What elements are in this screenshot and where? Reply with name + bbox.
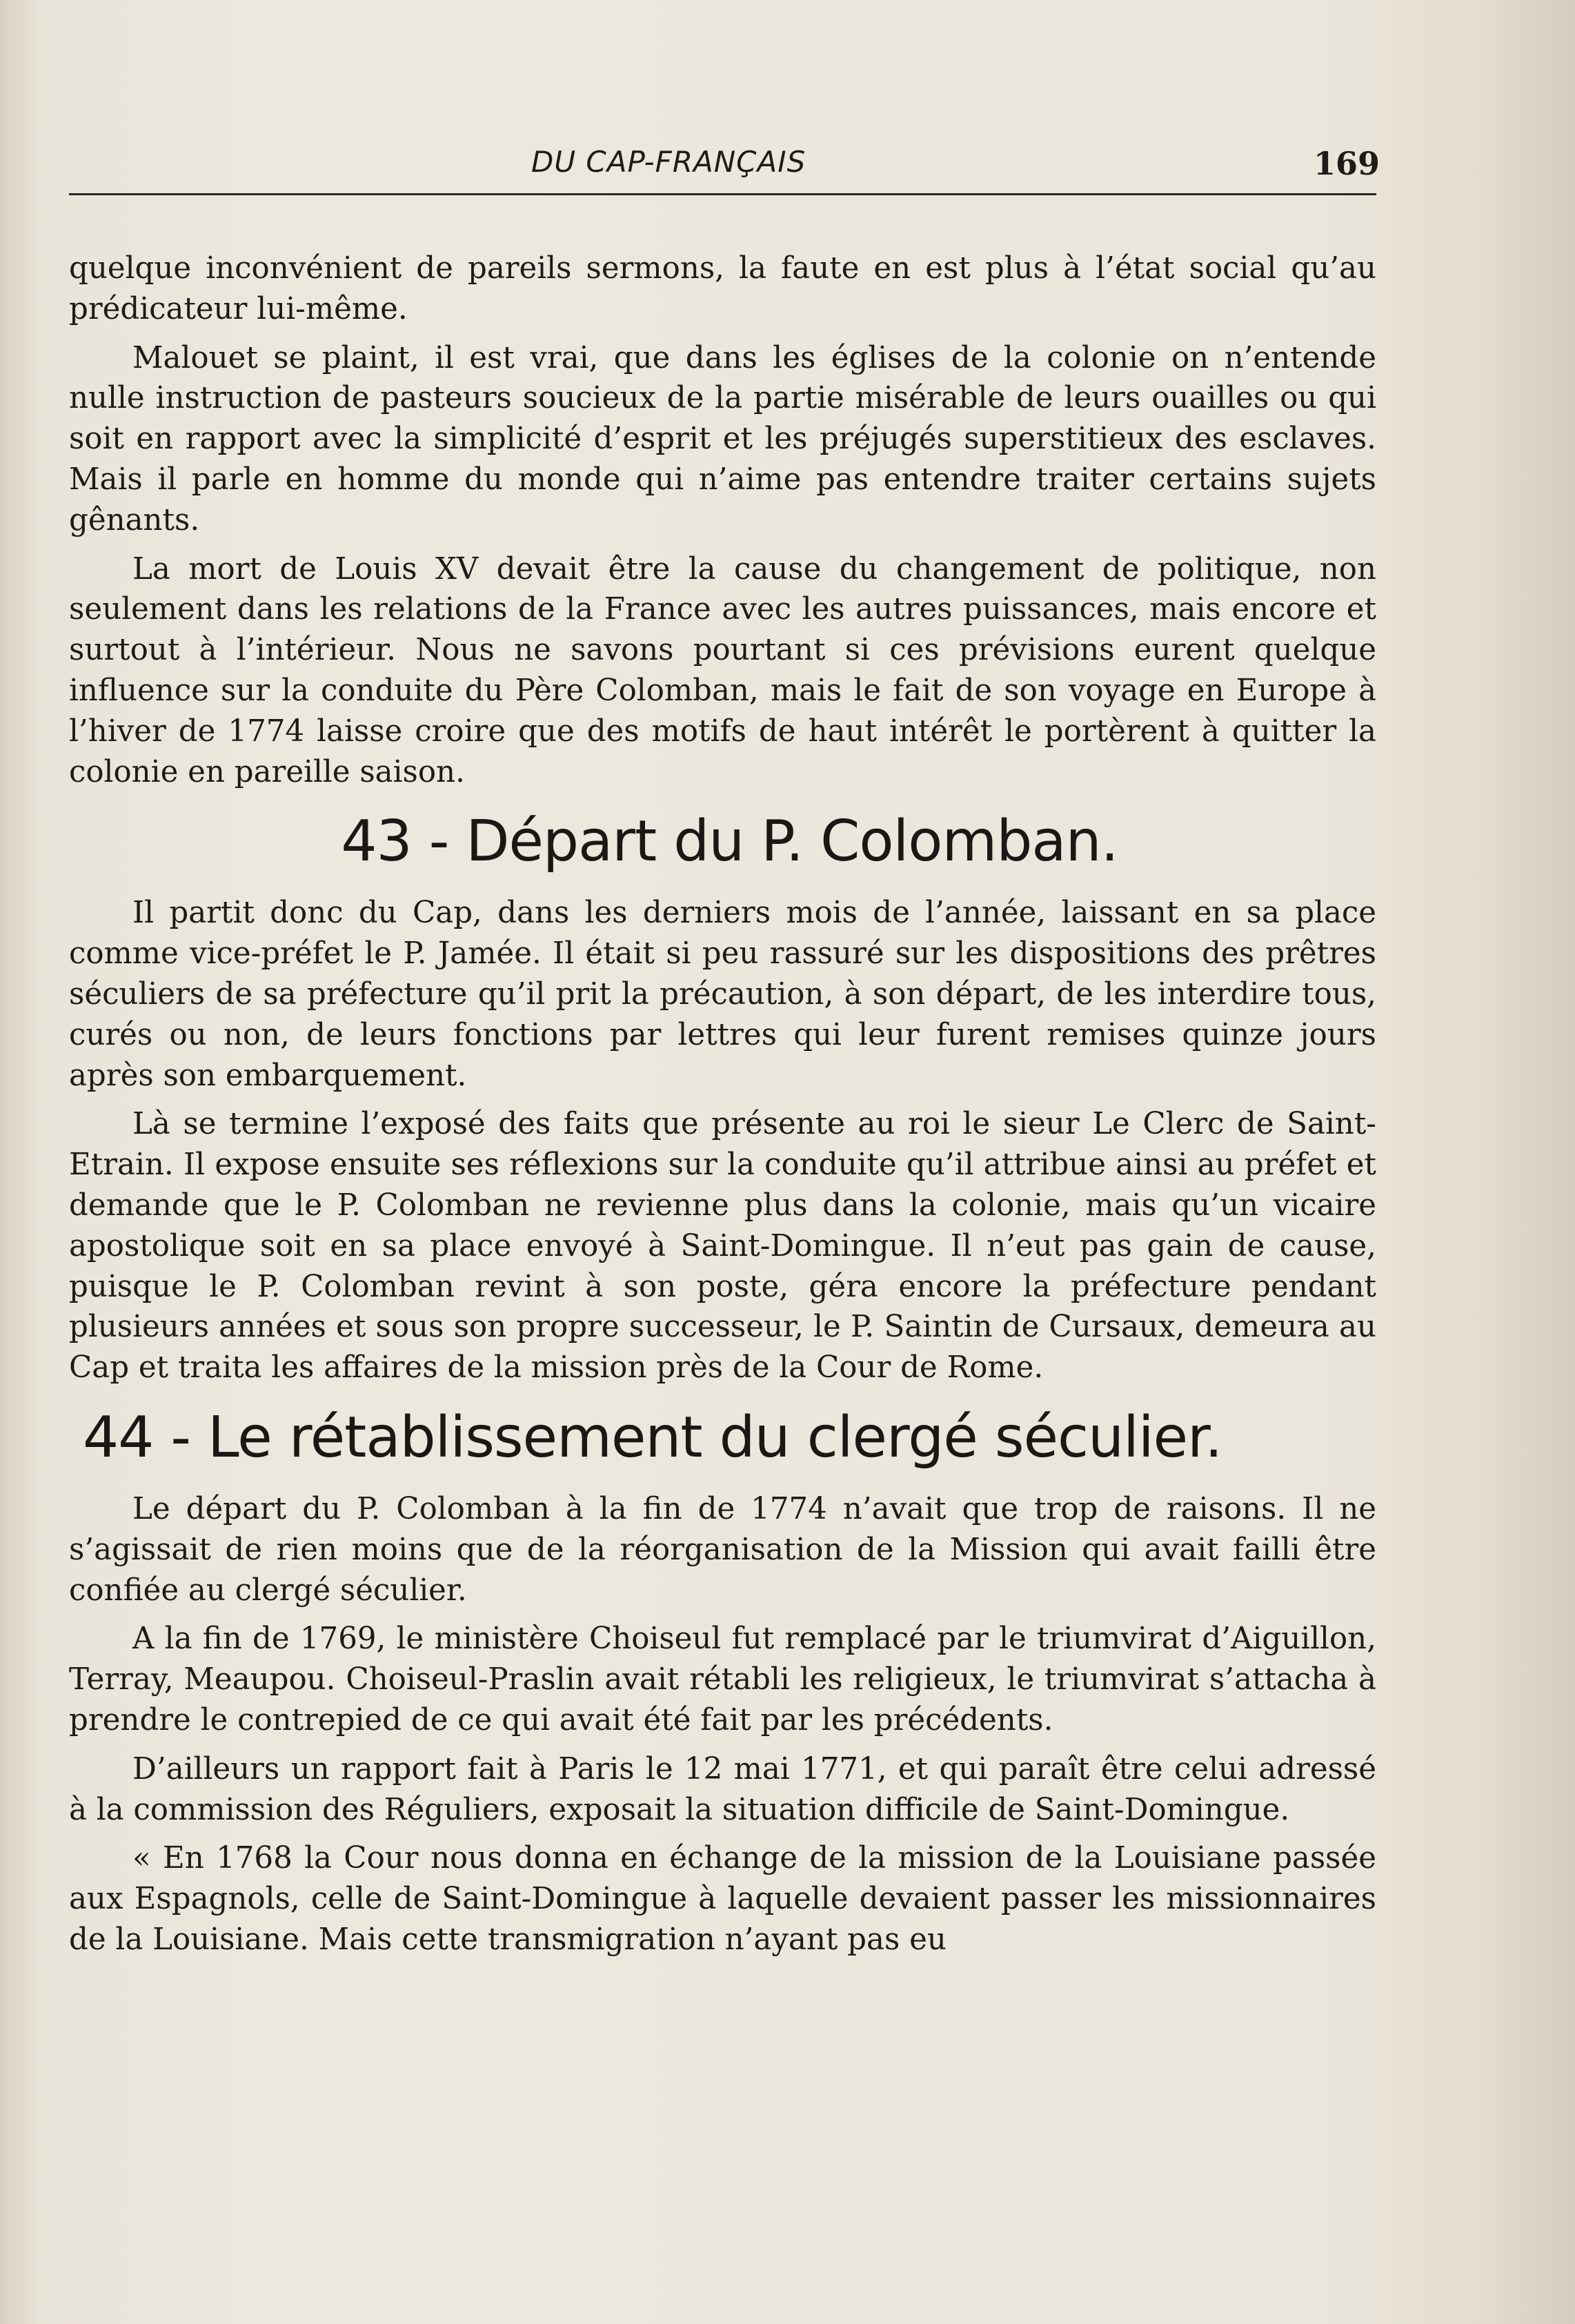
body-text [69, 248, 1376, 1969]
paragraph: Il partit donc du Cap, dans les derniers mois de l’année, laissant en sa place comme vice-préfet le P. Jamée. Il était si peu rassuré sur les dispositions des prêtres séculiers de sa préfecture qu’il prit la précaution, à son départ, de les interdire tous, curés ou non, de leurs fonctions par lettres qui leur furent remises quinze jours après son embarquement. [69, 896, 1376, 1093]
paragraph: quelque inconvénient de pareils sermons, la faute en est plus à l’état social qu’au prédicateur lui-même. [69, 251, 1376, 326]
section-heading-44: 44 - Le rétablissement du clergé séculier. [83, 1404, 1222, 1470]
paragraph: Malouet se plaint, il est vrai, que dans les églises de la colonie on n’entende nulle instruction de pasteurs soucieux de la partie misérable de leurs ouailles ou qui soit en rapport avec la simplicité d’esprit et les préjugés superstitieux des esclaves. Mais il parle en homme du monde qui n’aime pas entendre traiter certains sujets gênants. [69, 340, 1376, 538]
paragraph: D’ailleurs un rapport fait à Paris le 12 mai 1771, et qui paraît être celui adressé à la commission des Réguliers, exposait la situation difficile de Saint-Domingue. [69, 1751, 1376, 1827]
page-edge-shadow [1478, 0, 1575, 2324]
page-number: 169 [1313, 145, 1380, 182]
header-rule [69, 193, 1376, 195]
paragraph: A la fin de 1769, le ministère Choiseul fut remplacé par le triumvirat d’Aiguillon, Terray, Meaupou. Choiseul-Praslin avait rétabli les religieux, le triumvirat s’attacha à prendre le contrepied de ce qui avait été fait par les précédents. [69, 1622, 1376, 1737]
running-title: DU CAP-FRANÇAIS [531, 145, 806, 179]
section-heading-43: 43 - Départ du P. Colomban. [341, 809, 1118, 875]
page-header [69, 145, 1380, 193]
paragraph: Le départ du P. Colomban à la fin de 1774 n’avait que trop de raisons. Il ne s’agissait de rien moins que de la réorganisation de la Mission qui avait failli être confiée au clergé séculier. [69, 1491, 1376, 1608]
paragraph: Là se termine l’exposé des faits que présente au roi le sieur Le Clerc de Saint-Etrain. Il expose ensuite ses réflexions sur la conduite qu’il attribue ainsi au préfet et demande que le P. Colomban ne revienne plus dans la colonie, mais qu’un vicaire apostolique soit en sa place envoyé à Saint-Domingue. Il n’eut pas gain de cause, puisque le P. Colomban revint à son poste, géra encore la préfecture pendant plusieurs années et sous son propre successeur, le P. Saintin de Cursaux, demeura au Cap et traita les affaires de la mission près de la Cour de Rome. [69, 1107, 1376, 1386]
paragraph: « En 1768 la Cour nous donna en échange de la mission de la Louisiane passée aux Espagnols, celle de Saint-Domingue à laquelle devaient passer les missionnaires de la Louisiane. Mais cette transmigration n’ayant pas eu [69, 1841, 1376, 1957]
paragraph: La mort de Louis XV devait être la cause du changement de politique, non seulement dans les relations de la France avec les autres puissances, mais encore et surtout à l’intérieur. Nous ne savons pourtant si ces prévisions eurent quelque influence sur la conduite du Père Colomban, mais le fait de son voyage en Europe à l’hiver de 1774 laisse croire que des motifs de haut intérêt le portèrent à quitter la colonie en pareille saison. [69, 551, 1376, 789]
